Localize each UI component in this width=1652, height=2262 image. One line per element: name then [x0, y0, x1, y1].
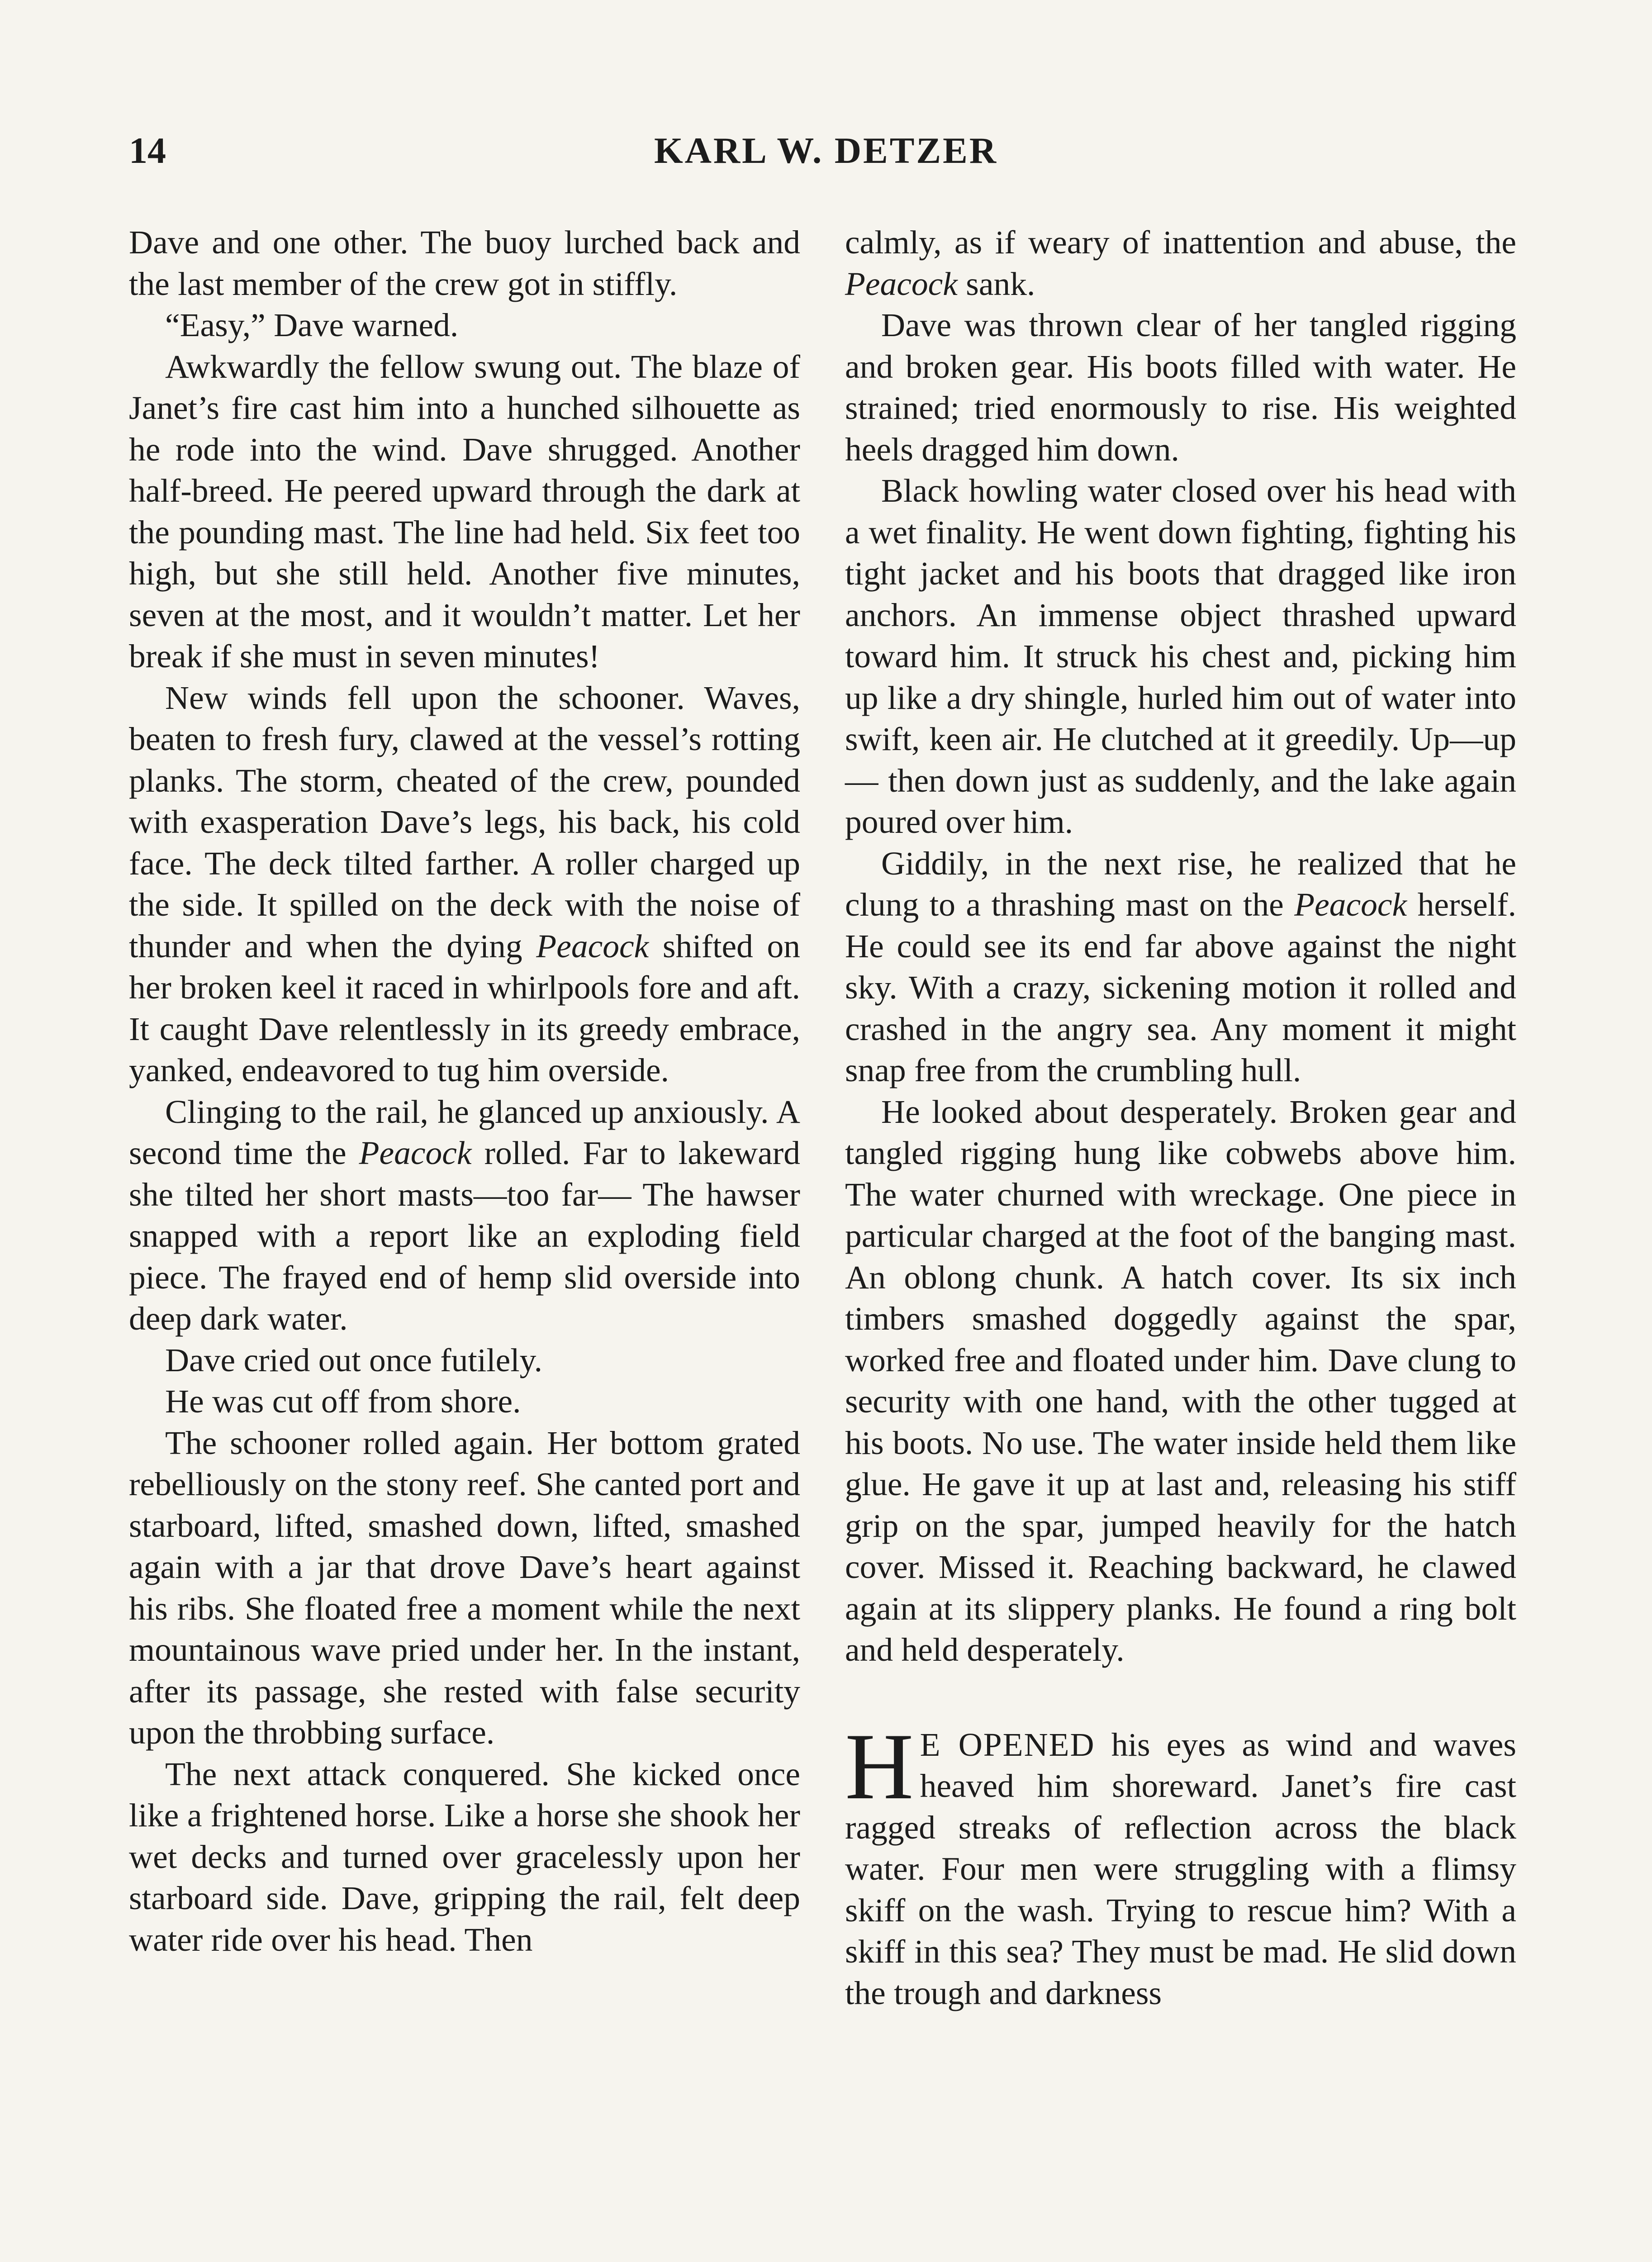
ship-name: Peacock [1294, 886, 1407, 923]
paragraph-text: Giddily, in the next rise, he realized that he clung to a thrashing mast on the [845, 845, 1516, 923]
running-head: KARL W. DETZER [654, 130, 998, 171]
paragraph-text: shifted on her broken keel it raced in whirlpools fore and aft. It caught Dave relentlessly in its greedy embrace, yanked, endeavored to tug him overside. [129, 927, 801, 1088]
paragraph: The schooner rolled again. Her bottom grated rebelliously on the stony reef. She canted port and starboard, lifted, smashed down, lifted, smashed again with a jar that drove Dave’s heart against his ribs. She floated free a moment while the next mountainous wave pried under her. In the instant, after its passage, she rested with false security upon the throbbing surface. [129, 1424, 800, 1751]
paragraph-text: New winds fell upon the schooner. Waves, beaten to fresh fury, clawed at the vessel’s rotting planks. The storm, cheated of the crew, pounded with exasperation Dave’s legs, his back, his cold face. The deck tilted farther. A roller charged up the side. It spilled on the deck with the noise of thunder and when the dying [129, 679, 800, 965]
paragraph: “Easy,” Dave warned. [165, 307, 459, 343]
paragraph: Dave and one other. The buoy lurched back and the last member of the crew got in stiffly. [129, 224, 800, 302]
paragraph [845, 222, 1516, 304]
paragraph-text: rolled. Far to lakeward she tilted her short masts—too far— The hawser snapped with a report like an exploding field piece. The frayed end of hemp slid overside into deep dark water. [129, 1135, 801, 1337]
page-number: 14 [129, 130, 166, 171]
paragraph: He was cut off from shore. [165, 1383, 521, 1420]
paragraph-text: calmly, as if weary of inattention and abuse, the [845, 224, 1516, 261]
section-paragraph [845, 1714, 1517, 2014]
paragraph: Dave cried out once futilely. [165, 1341, 543, 1378]
paragraph [845, 843, 1516, 1091]
paragraph-text: sank. [966, 265, 1035, 302]
paragraph-text: herself. He could see its end far above against the night sky. With a crazy, sickening motion it rolled and crashed in the angry sea. Any moment it might snap free from the crumbling hull. [845, 886, 1516, 1088]
paragraph [129, 1091, 800, 1340]
right-column [845, 222, 1516, 2014]
ship-name: Peacock [536, 927, 649, 965]
paragraph: Black howling water closed over his head with a wet finality. He went down fighting, fighting his tight jacket and his boots that dragged like iron anchors. An immense object thrashed upward toward him. It struck his chest and, picking him up like a dry shingle, hurled him out of water into swift, keen air. He clutched at it greedily. Up—up— then down just as suddenly, and the lake again poured over him. [845, 472, 1516, 840]
paragraph-text: Clinging to the rail, he glanced up anxiously. A second time the [129, 1093, 800, 1171]
lead-in-caps: E OPENED [920, 1726, 1095, 1763]
paragraph-text: his eyes as wind and waves heaved him shoreward. Janet’s fire cast ragged streaks of reflection across the black water. Four men were struggling with a flimsy skiff on the wash. Trying to rescue him? With a skiff in this sea? They must be mad. He slid down the trough and darkness [845, 1726, 1517, 2011]
paragraph: He looked about desperately. Broken gear and tangled rigging hung like cobwebs above him. The water churned with wreckage. One piece in particular charged at the foot of the banging mast. An oblong chunk. A hatch cover. Its six inch timbers smashed doggedly against the spar, worked free and floated under him. Dave clung to security with one hand, with the other tugged at his boots. No use. The water inside held them like glue. He gave it up at last and, releasing his stiff grip on the spar, jumped heavily for the hatch cover. Missed it. Reaching backward, he clawed again at its slippery planks. He found a ring bolt and held desperately. [845, 1093, 1516, 1668]
paragraph: Awkwardly the fellow swung out. The blaze of Janet’s fire cast him into a hunched silhouette as he rode into the wind. Dave shrugged. Another half-breed. He peered upward through the dark at the pounding mast. The line had held. Six feet too high, but she still held. Another five minutes, seven at the most, and it wouldn’t matter. Let her break if she must in seven minutes! [129, 348, 800, 675]
paragraph: Dave was thrown clear of her tangled rigging and broken gear. His boots filled with water. He strained; tried enormously to rise. His weighted heels dragged him down. [845, 307, 1516, 468]
ship-name: Peacock [359, 1135, 472, 1171]
drop-cap: H [845, 1714, 914, 1819]
left-column [129, 222, 800, 1960]
paragraph: The next attack conquered. She kicked once like a frightened horse. Like a horse she shook her wet decks and turned over gracelessly upon her starboard side. Dave, gripping the rail, felt deep water ride over his head. Then [129, 1755, 800, 1958]
paragraph [129, 677, 800, 1091]
ship-name: Peacock [845, 265, 958, 302]
